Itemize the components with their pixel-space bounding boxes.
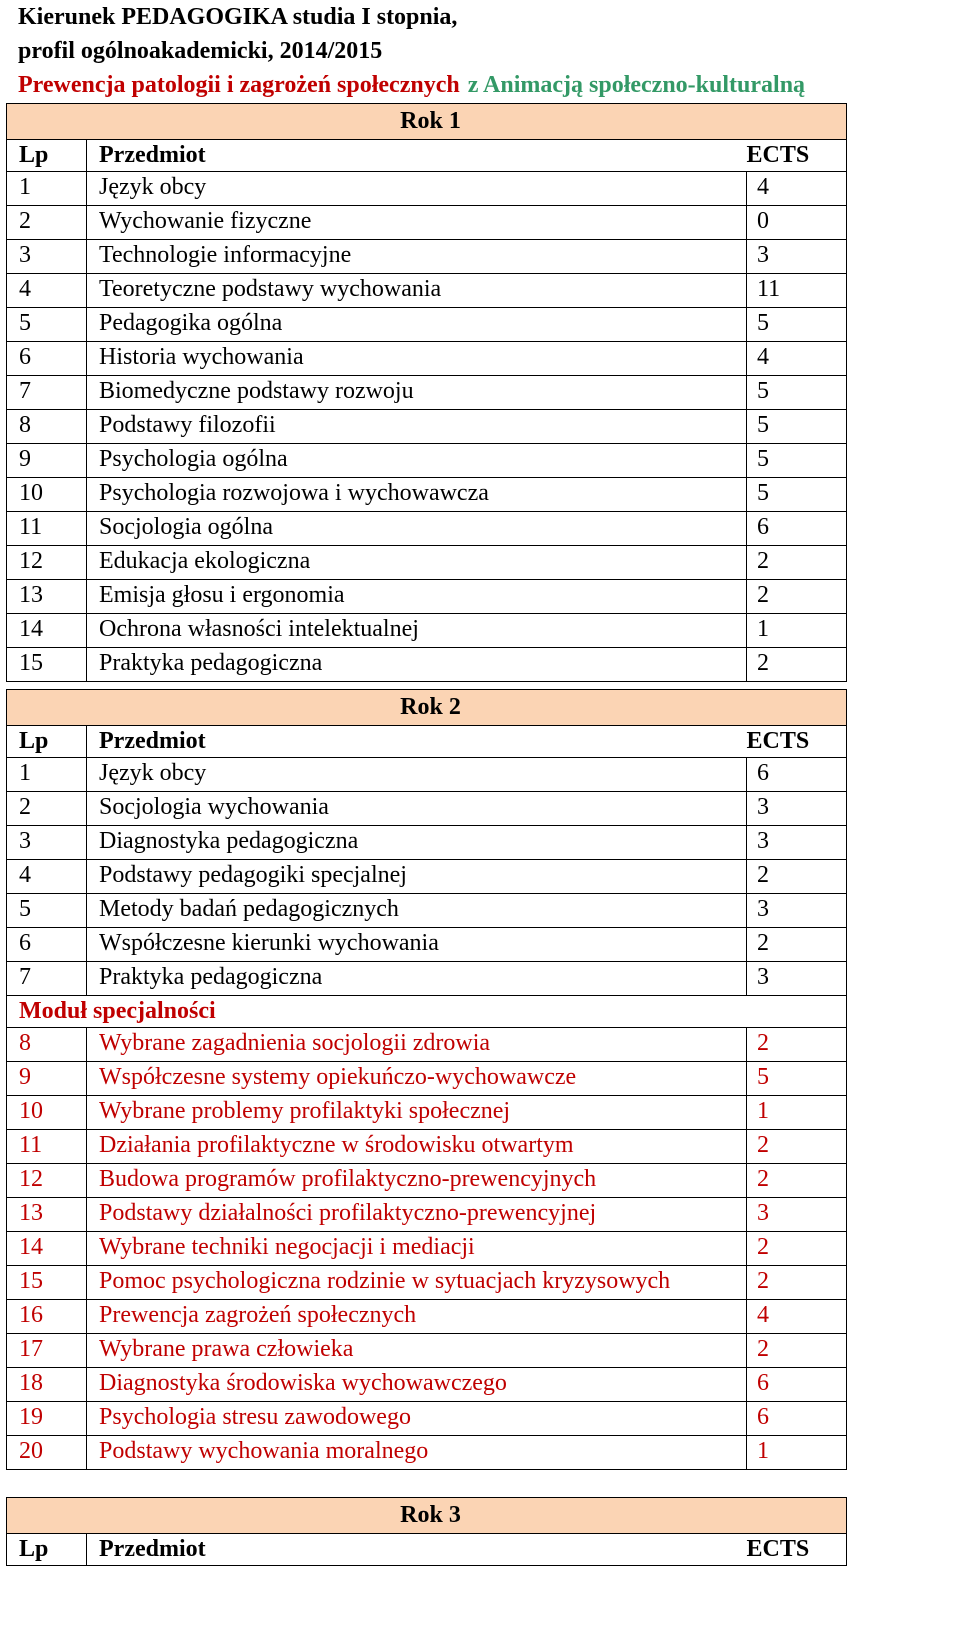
row-lp: 4 <box>7 274 87 308</box>
row-lp: 8 <box>7 410 87 444</box>
table-row <box>7 274 847 308</box>
row-ects: 2 <box>747 546 847 580</box>
row-subject: Pedagogika ogólna <box>87 308 747 342</box>
specialization-title <box>18 68 958 102</box>
row-lp: 18 <box>7 1368 87 1402</box>
row-lp: 7 <box>7 376 87 410</box>
row-subject: Podstawy filozofii <box>87 410 747 444</box>
row-ects: 3 <box>747 962 847 996</box>
program-profile: profil ogólnoakademicki, 2014/2015 <box>18 38 383 64</box>
col-ects: ECTS <box>747 1534 847 1566</box>
row-subject: Diagnostyka pedagogiczna <box>87 826 747 860</box>
row-subject: Emisja głosu i ergonomia <box>87 580 747 614</box>
row-lp: 6 <box>7 342 87 376</box>
year-2-title: Rok 2 <box>7 690 847 726</box>
table-row <box>7 172 847 206</box>
row-subject: Podstawy pedagogiki specjalnej <box>87 860 747 894</box>
row-ects: 5 <box>747 410 847 444</box>
year-2-table <box>6 689 847 1470</box>
row-subject: Podstawy działalności profilaktyczno-prewencyjnej <box>87 1198 747 1232</box>
row-ects: 2 <box>747 1130 847 1164</box>
row-subject: Technologie informacyjne <box>87 240 747 274</box>
row-lp: 12 <box>7 1164 87 1198</box>
row-subject: Język obcy <box>87 172 747 206</box>
row-subject: Historia wychowania <box>87 342 747 376</box>
col-ects: ECTS <box>747 726 847 758</box>
row-ects: 5 <box>747 444 847 478</box>
row-ects: 2 <box>747 1232 847 1266</box>
row-ects: 6 <box>747 758 847 792</box>
year-1-title: Rok 1 <box>7 104 847 140</box>
row-lp: 5 <box>7 894 87 928</box>
row-ects: 2 <box>747 580 847 614</box>
row-ects: 3 <box>747 1198 847 1232</box>
row-lp: 11 <box>7 1130 87 1164</box>
row-ects: 2 <box>747 1334 847 1368</box>
row-subject: Budowa programów profilaktyczno-prewencyjnych <box>87 1164 747 1198</box>
table-row <box>7 826 847 860</box>
row-subject: Psychologia stresu zawodowego <box>87 1402 747 1436</box>
row-lp: 1 <box>7 758 87 792</box>
row-subject: Wybrane prawa człowieka <box>87 1334 747 1368</box>
year-1-table <box>6 103 847 682</box>
year-3-title: Rok 3 <box>7 1498 847 1534</box>
table-row <box>7 444 847 478</box>
row-subject: Praktyka pedagogiczna <box>87 648 747 682</box>
table-row <box>7 410 847 444</box>
table-row <box>7 580 847 614</box>
row-ects: 0 <box>747 206 847 240</box>
row-subject: Teoretyczne podstawy wychowania <box>87 274 747 308</box>
row-lp: 15 <box>7 1266 87 1300</box>
row-lp: 4 <box>7 860 87 894</box>
row-ects: 6 <box>747 1402 847 1436</box>
table-row <box>7 792 847 826</box>
row-ects: 1 <box>747 614 847 648</box>
table-row <box>7 1368 847 1402</box>
specialization-second: z Animacją społeczno-kulturalną <box>467 72 806 98</box>
row-subject: Socjologia wychowania <box>87 792 747 826</box>
table-row <box>7 1300 847 1334</box>
row-subject: Podstawy wychowania moralnego <box>87 1436 747 1470</box>
row-lp: 13 <box>7 580 87 614</box>
row-subject: Ochrona własności intelektualnej <box>87 614 747 648</box>
row-subject: Socjologia ogólna <box>87 512 747 546</box>
table-row <box>7 342 847 376</box>
row-lp: 2 <box>7 792 87 826</box>
row-ects: 5 <box>747 376 847 410</box>
table-row <box>7 308 847 342</box>
row-subject: Praktyka pedagogiczna <box>87 962 747 996</box>
table-row <box>7 240 847 274</box>
table-row <box>7 1334 847 1368</box>
row-ects: 3 <box>747 894 847 928</box>
row-subject: Edukacja ekologiczna <box>87 546 747 580</box>
col-lp: Lp <box>7 140 87 172</box>
year-3-table <box>6 1497 847 1566</box>
table-row <box>7 1198 847 1232</box>
table-row <box>7 1402 847 1436</box>
row-subject: Wybrane techniki negocjacji i mediacji <box>87 1232 747 1266</box>
table-row <box>7 1096 847 1130</box>
col-lp: Lp <box>7 1534 87 1566</box>
row-ects: 4 <box>747 342 847 376</box>
table-row <box>7 928 847 962</box>
table-row <box>7 1164 847 1198</box>
row-subject: Współczesne systemy opiekuńczo-wychowawcze <box>87 1062 747 1096</box>
row-lp: 7 <box>7 962 87 996</box>
row-ects: 5 <box>747 308 847 342</box>
table-row <box>7 546 847 580</box>
row-subject: Diagnostyka środowiska wychowawczego <box>87 1368 747 1402</box>
col-ects: ECTS <box>747 140 847 172</box>
row-lp: 8 <box>7 1028 87 1062</box>
row-ects: 2 <box>747 860 847 894</box>
row-ects: 11 <box>747 274 847 308</box>
row-lp: 3 <box>7 826 87 860</box>
table-row <box>7 1266 847 1300</box>
row-lp: 20 <box>7 1436 87 1470</box>
table-row <box>7 1436 847 1470</box>
table-row <box>7 894 847 928</box>
row-ects: 2 <box>747 1266 847 1300</box>
row-subject: Psychologia rozwojowa i wychowawcza <box>87 478 747 512</box>
row-subject: Wychowanie fizyczne <box>87 206 747 240</box>
row-ects: 3 <box>747 240 847 274</box>
row-lp: 5 <box>7 308 87 342</box>
row-lp: 9 <box>7 444 87 478</box>
row-ects: 3 <box>747 826 847 860</box>
row-ects: 3 <box>747 792 847 826</box>
row-subject: Psychologia ogólna <box>87 444 747 478</box>
row-subject: Działania profilaktyczne w środowisku otwartym <box>87 1130 747 1164</box>
row-lp: 12 <box>7 546 87 580</box>
row-subject: Współczesne kierunki wychowania <box>87 928 747 962</box>
module-title: Moduł specjalności <box>7 996 847 1028</box>
row-lp: 15 <box>7 648 87 682</box>
row-lp: 19 <box>7 1402 87 1436</box>
row-subject: Pomoc psychologiczna rodzinie w sytuacjach kryzysowych <box>87 1266 747 1300</box>
row-ects: 2 <box>747 1028 847 1062</box>
col-subject: Przedmiot <box>87 140 747 172</box>
table-row <box>7 512 847 546</box>
col-subject: Przedmiot <box>87 1534 747 1566</box>
table-row <box>7 1028 847 1062</box>
table-row <box>7 860 847 894</box>
table-row <box>7 1232 847 1266</box>
specialization-main: Prewencja patologii i zagrożeń społecznych <box>18 72 460 98</box>
table-row <box>7 648 847 682</box>
row-subject: Wybrane zagadnienia socjologii zdrowia <box>87 1028 747 1062</box>
table-row <box>7 1062 847 1096</box>
row-lp: 1 <box>7 172 87 206</box>
row-ects: 4 <box>747 1300 847 1334</box>
table-row <box>7 614 847 648</box>
row-lp: 14 <box>7 1232 87 1266</box>
table-row <box>7 206 847 240</box>
row-lp: 9 <box>7 1062 87 1096</box>
row-ects: 1 <box>747 1096 847 1130</box>
col-lp: Lp <box>7 726 87 758</box>
row-subject: Wybrane problemy profilaktyki społecznej <box>87 1096 747 1130</box>
row-subject: Prewencja zagrożeń społecznych <box>87 1300 747 1334</box>
row-ects: 6 <box>747 1368 847 1402</box>
row-lp: 14 <box>7 614 87 648</box>
row-lp: 16 <box>7 1300 87 1334</box>
row-lp: 11 <box>7 512 87 546</box>
col-subject: Przedmiot <box>87 726 747 758</box>
row-subject: Biomedyczne podstawy rozwoju <box>87 376 747 410</box>
row-ects: 2 <box>747 1164 847 1198</box>
document-header <box>18 0 958 102</box>
row-lp: 6 <box>7 928 87 962</box>
row-subject: Metody badań pedagogicznych <box>87 894 747 928</box>
row-ects: 5 <box>747 1062 847 1096</box>
row-lp: 13 <box>7 1198 87 1232</box>
table-row <box>7 376 847 410</box>
row-lp: 17 <box>7 1334 87 1368</box>
row-subject: Język obcy <box>87 758 747 792</box>
program-title: Kierunek PEDAGOGIKA studia I stopnia, <box>18 4 458 30</box>
row-ects: 5 <box>747 478 847 512</box>
row-ects: 2 <box>747 648 847 682</box>
row-ects: 2 <box>747 928 847 962</box>
table-row <box>7 478 847 512</box>
table-row <box>7 1130 847 1164</box>
row-ects: 1 <box>747 1436 847 1470</box>
row-lp: 10 <box>7 1096 87 1130</box>
row-lp: 10 <box>7 478 87 512</box>
table-row <box>7 962 847 996</box>
row-ects: 6 <box>747 512 847 546</box>
row-lp: 3 <box>7 240 87 274</box>
table-row <box>7 758 847 792</box>
row-ects: 4 <box>747 172 847 206</box>
row-lp: 2 <box>7 206 87 240</box>
